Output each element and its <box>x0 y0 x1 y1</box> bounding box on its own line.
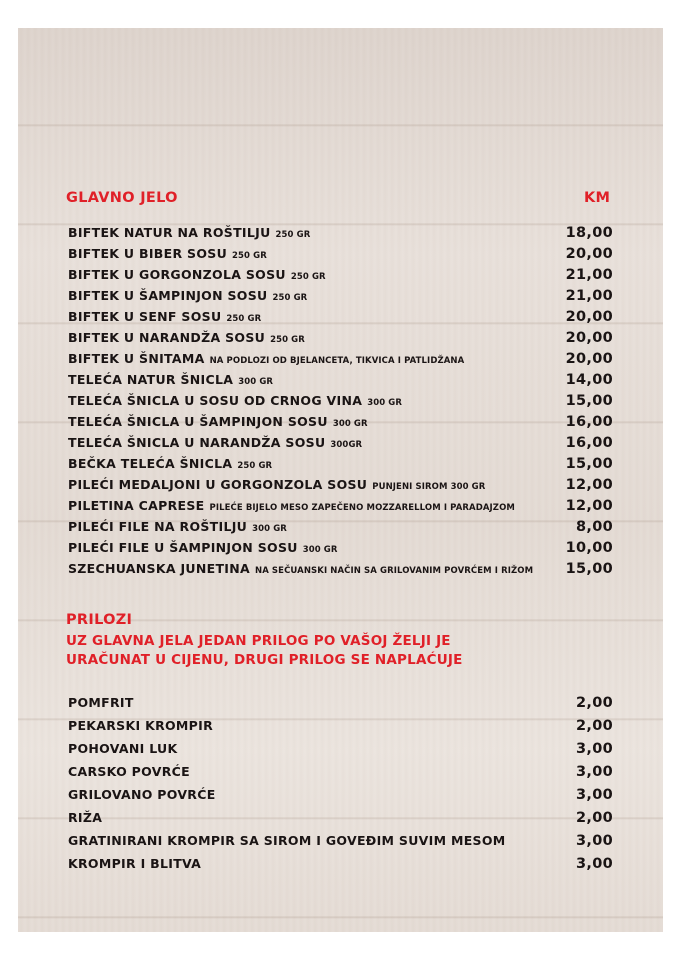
item-name: BIFTEK U NARANDŽA SOSU <box>68 330 266 345</box>
side-item <box>68 718 613 738</box>
item-price: 20,00 <box>565 351 613 367</box>
item-desc: 250 GR <box>275 230 311 240</box>
menu-page <box>18 28 663 932</box>
side-price: 3,00 <box>576 787 613 803</box>
side-price: 2,00 <box>576 718 613 734</box>
item-desc: 300GR <box>330 440 363 450</box>
side-price: 2,00 <box>576 810 613 826</box>
menu-item <box>68 456 613 476</box>
menu-item <box>68 330 613 350</box>
menu-item <box>68 225 613 245</box>
item-name: BIFTEK U ŠAMPINJON SOSU <box>68 288 268 303</box>
menu-item <box>68 540 613 560</box>
item-name: TELEĆA ŠNICLA U SOSU OD CRNOG VINA <box>68 393 363 408</box>
item-desc: 250 GR <box>232 251 267 261</box>
side-price: 3,00 <box>576 741 613 757</box>
sides-section-title: PRILOZI <box>66 612 133 628</box>
item-desc: 300 GR <box>332 419 368 429</box>
side-price: 3,00 <box>576 833 613 849</box>
side-name: KROMPIR I BLITVA <box>68 856 202 871</box>
item-name: PILEĆI FILE U ŠAMPINJON SOSU <box>68 540 298 555</box>
item-price: 12,00 <box>565 477 613 493</box>
item-price: 15,00 <box>565 393 613 409</box>
side-name: CARSKO POVRĆE <box>68 764 190 779</box>
menu-item <box>68 435 613 455</box>
menu-item <box>68 561 613 581</box>
item-name: BEČKA TELEĆA ŠNICLA <box>68 456 233 471</box>
item-desc: 250 GR <box>290 272 326 282</box>
item-name: TELEĆA ŠNICLA U NARANDŽA SOSU <box>68 435 326 450</box>
item-price: 20,00 <box>565 309 613 325</box>
item-desc: 300 GR <box>238 377 274 387</box>
item-name: TELEĆA ŠNICLA U ŠAMPINJON SOSU <box>68 414 328 429</box>
sides-note-line-2: URAČUNAT U CIJENU, DRUGI PRILOG SE NAPLAĆUJE <box>66 652 463 668</box>
item-price: 21,00 <box>565 267 613 283</box>
item-price: 10,00 <box>565 540 613 556</box>
item-price: 20,00 <box>565 330 613 346</box>
item-price: 16,00 <box>565 435 613 451</box>
item-desc: 250 GR <box>270 335 305 345</box>
menu-item <box>68 246 613 266</box>
item-desc: 300 GR <box>302 545 338 555</box>
menu-item <box>68 372 613 392</box>
item-name: TELEĆA NATUR ŠNICLA <box>68 372 234 387</box>
side-item <box>68 787 613 807</box>
side-item <box>68 741 613 761</box>
item-desc: PUNJENI SIROM 300 GR <box>372 482 486 492</box>
menu-item <box>68 519 613 539</box>
item-desc: NA SEČUANSKI NAČIN SA GRILOVANIM POVRĆEM I RIŽOM <box>254 566 534 576</box>
side-item <box>68 810 613 830</box>
item-name: BIFTEK NATUR NA ROŠTILJU <box>68 225 271 240</box>
menu-item <box>68 288 613 308</box>
side-item <box>68 856 613 876</box>
item-price: 15,00 <box>565 456 613 472</box>
side-name: POHOVANI LUK <box>68 741 178 756</box>
side-name: GRILOVANO POVRĆE <box>68 787 216 802</box>
item-name: BIFTEK U GORGONZOLA SOSU <box>68 267 286 282</box>
item-name: BIFTEK U SENF SOSU <box>68 309 222 324</box>
item-name: PILEĆI MEDALJONI U GORGONZOLA SOSU <box>68 477 368 492</box>
item-price: 20,00 <box>565 246 613 262</box>
item-price: 18,00 <box>565 225 613 241</box>
item-desc: 250 GR <box>272 293 308 303</box>
item-desc: 250 GR <box>226 314 262 324</box>
side-item <box>68 764 613 784</box>
menu-item <box>68 267 613 287</box>
menu-item <box>68 309 613 329</box>
item-price: 14,00 <box>565 372 613 388</box>
menu-item <box>68 393 613 413</box>
item-price: 16,00 <box>565 414 613 430</box>
item-name: PILETINA CAPRESE <box>68 498 205 513</box>
menu-item <box>68 414 613 434</box>
side-name: RIŽA <box>68 810 103 825</box>
menu-item <box>68 477 613 497</box>
item-desc: 300 GR <box>252 524 287 534</box>
item-desc: 250 GR <box>237 461 273 471</box>
currency-label: KM <box>584 190 611 206</box>
menu-item <box>68 351 613 371</box>
item-desc: NA PODLOZI OD BJELANCETA, TIKVICA I PATLIDŽANA <box>209 356 465 366</box>
sides-note-line-1: UZ GLAVNA JELA JEDAN PRILOG PO VAŠOJ ŽELJI JE <box>66 633 451 649</box>
side-price: 3,00 <box>576 856 613 872</box>
item-price: 21,00 <box>565 288 613 304</box>
main-section-title: GLAVNO JELO <box>66 190 178 206</box>
item-desc: PILEĆE BIJELO MESO ZAPEČENO MOZZARELLOM I PARADAJZOM <box>209 503 515 513</box>
item-desc: 300 GR <box>367 398 403 408</box>
side-item <box>68 833 613 853</box>
item-name: BIFTEK U BIBER SOSU <box>68 246 228 261</box>
side-item <box>68 695 613 715</box>
side-price: 3,00 <box>576 764 613 780</box>
side-name: POMFRIT <box>68 695 134 710</box>
item-name: BIFTEK U ŠNITAMA <box>68 351 205 366</box>
item-name: PILEĆI FILE NA ROŠTILJU <box>68 519 248 534</box>
side-name: PEKARSKI KROMPIR <box>68 718 213 733</box>
item-price: 12,00 <box>565 498 613 514</box>
item-price: 8,00 <box>576 519 613 535</box>
item-name: SZECHUANSKA JUNETINA <box>68 561 250 576</box>
side-price: 2,00 <box>576 695 613 711</box>
item-price: 15,00 <box>565 561 613 577</box>
side-name: GRATINIRANI KROMPIR SA SIROM I GOVEĐIM SUVIM MESOM <box>68 833 506 848</box>
menu-item <box>68 498 613 518</box>
